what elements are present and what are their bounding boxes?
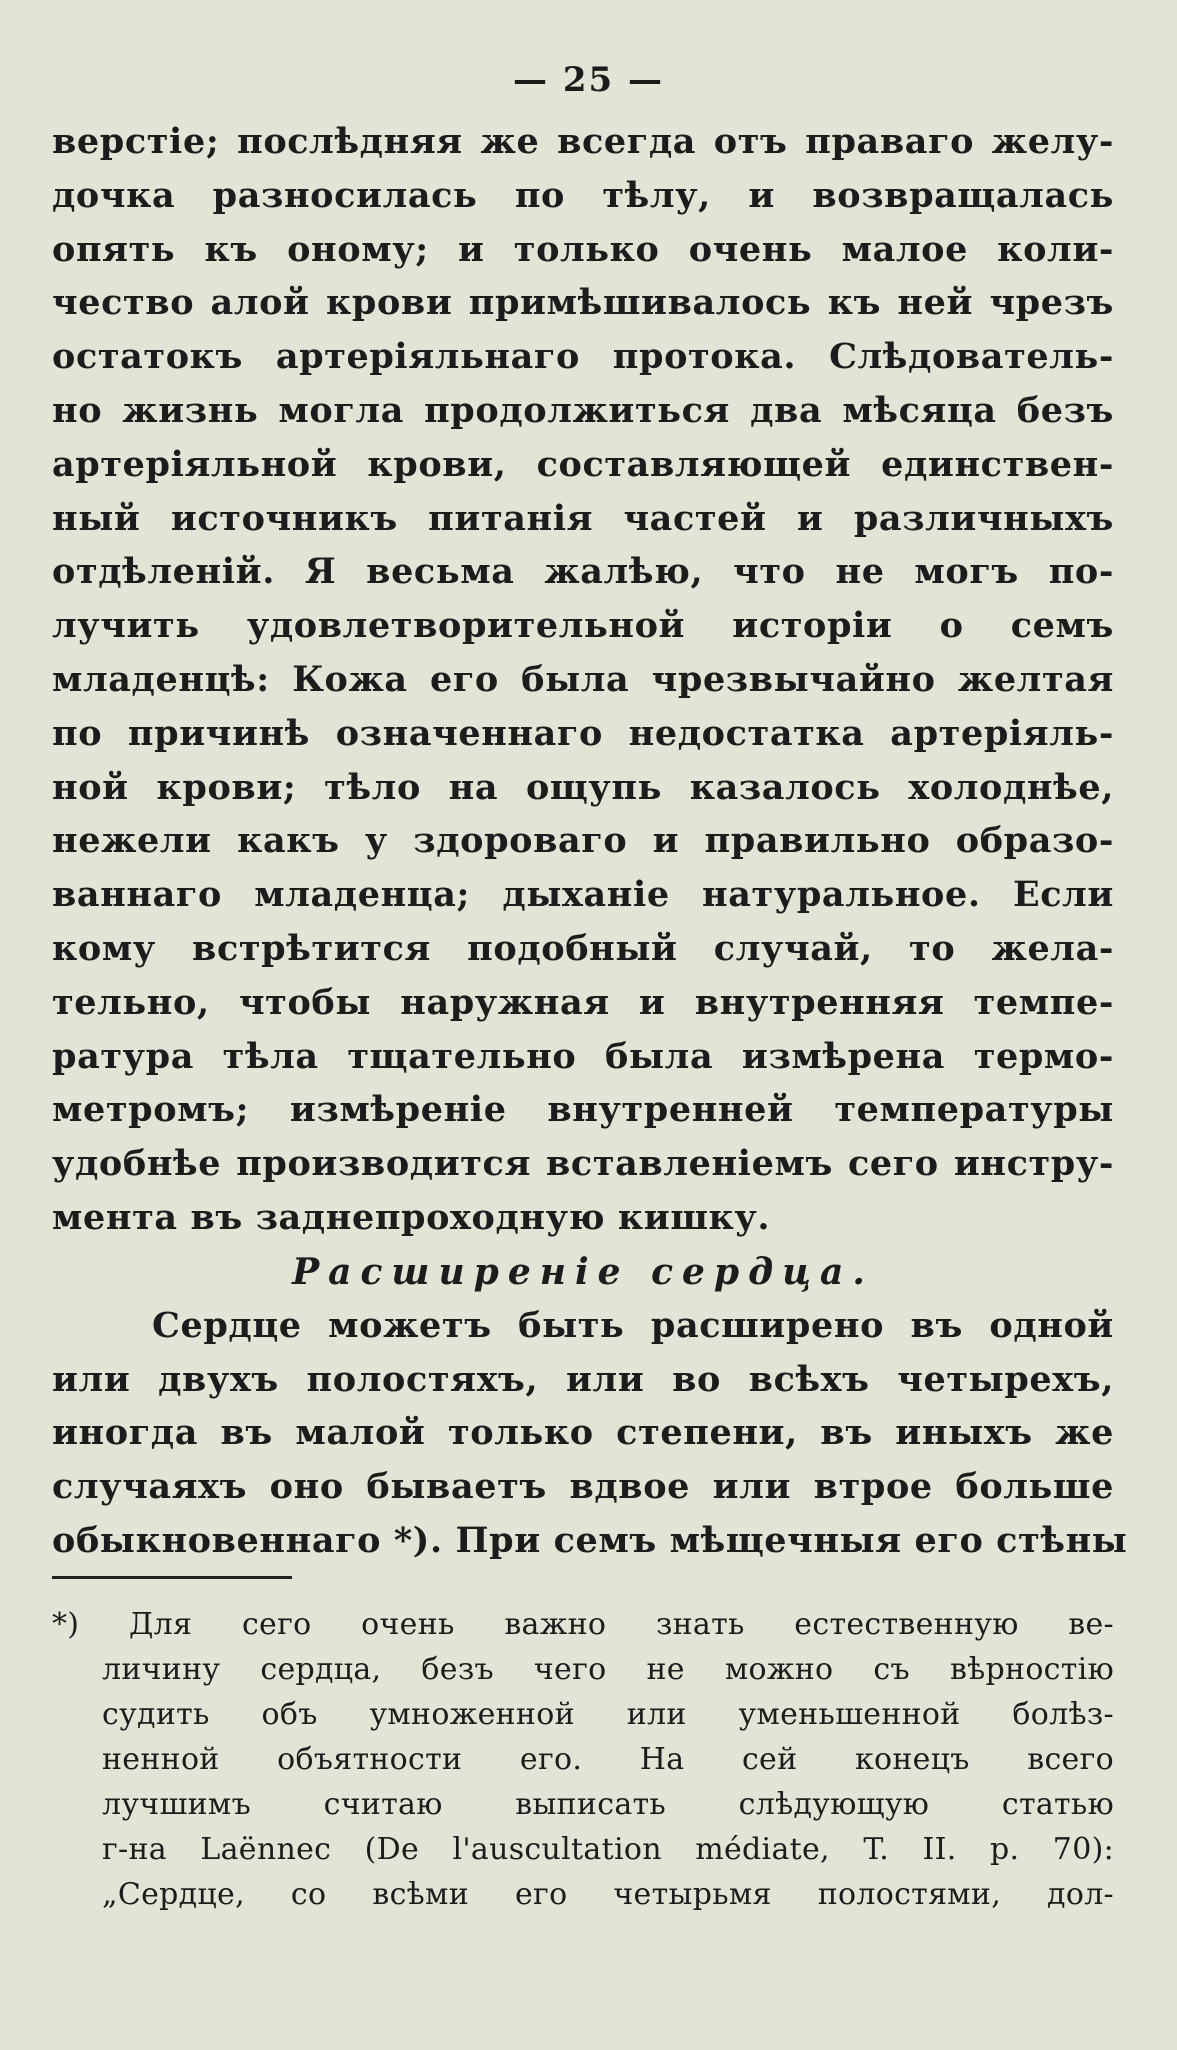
text-line: иногда въ малой только степени, въ иныхъ же (52, 1412, 1114, 1454)
text-line: лучить удовлетворительной исторіи о семъ (52, 605, 1114, 647)
text-line: нежели какъ у здороваго и правильно образо- (52, 820, 1114, 862)
text-line: метромъ; измѣреніе внутренней температуры (52, 1089, 1114, 1131)
footnote (52, 1602, 1114, 1917)
text-line: случаяхъ оно бываетъ вдвое или втрое больше (52, 1466, 1114, 1508)
text-line: кому встрѣтится подобный случай, то жела- (52, 927, 1114, 969)
footnote-line: г-на Laënnec (De l'auscultation médiate, T. II. p. 70): (102, 1832, 1114, 1867)
footnote-line: личину сердца, безъ чего не можно съ вѣрностію (102, 1652, 1114, 1687)
text-line: по причинѣ означеннаго недостатка артеріяль- (52, 712, 1114, 754)
text-line: остатокъ артеріяльнаго протока. Слѣдователь- (52, 336, 1114, 378)
text-line: опять къ оному; и только очень малое коли- (52, 228, 1114, 270)
text-line: младенцѣ: Кожа его была чрезвычайно желтая (52, 658, 1114, 700)
text-line: мента въ заднепроходную кишку. (52, 1196, 771, 1238)
text-line: ный источникъ питанія частей и различныхъ (52, 497, 1114, 539)
text-line: артеріяльной крови, составляющей единствен- (52, 443, 1114, 485)
footnote-line: *) Для сего очень важно знать естественную ве- (52, 1607, 1114, 1642)
text-line: Сердце можетъ быть расширено въ одной (152, 1304, 1114, 1346)
text-line: обыкновеннаго *). При семъ мѣщечныя его стѣны (52, 1519, 1128, 1561)
footnote-divider (52, 1576, 292, 1579)
text-line: верстіе; послѣдняя же всегда отъ праваго желу- (52, 121, 1114, 162)
text-line: или двухъ полостяхъ, или во всѣхъ четырехъ, (52, 1358, 1114, 1400)
text-line: но жизнь могла продолжиться два мѣсяца безъ (52, 389, 1114, 431)
text-line: чество алой крови примѣшивалось къ ней чрезъ (52, 282, 1114, 324)
footnote-line: „Сердце, со всѣми его четырьмя полостями, дол- (102, 1877, 1114, 1912)
section-heading: Расширеніе сердца. (292, 1250, 874, 1293)
text-line: ратура тѣла тщательно была измѣрена термо- (52, 1035, 1114, 1077)
text-line: ваннаго младенца; дыханіе натуральное. Если (52, 874, 1114, 916)
text-line: отдѣленій. Я весьма жалѣю, что не могъ по- (52, 551, 1114, 593)
text-line: ной крови; тѣло на ощупь казалось холоднѣе, (52, 766, 1114, 808)
footnote-line: судить объ умноженной или уменьшенной болѣз- (102, 1697, 1114, 1732)
page-number: — 25 — (513, 60, 664, 100)
main-text (52, 115, 1128, 1568)
footnote-line: лучшимъ считаю выписать слѣдующую статью (102, 1787, 1114, 1822)
footnote-line: ненной объятности его. На сей конецъ всего (102, 1742, 1114, 1777)
text-line: удобнѣе производится вставленіемъ сего инстру- (52, 1143, 1114, 1185)
text-line: тельно, чтобы наружная и внутренняя темпе- (52, 981, 1114, 1023)
text-line: дочка разносилась по тѣлу, и возвращалась (52, 174, 1114, 216)
